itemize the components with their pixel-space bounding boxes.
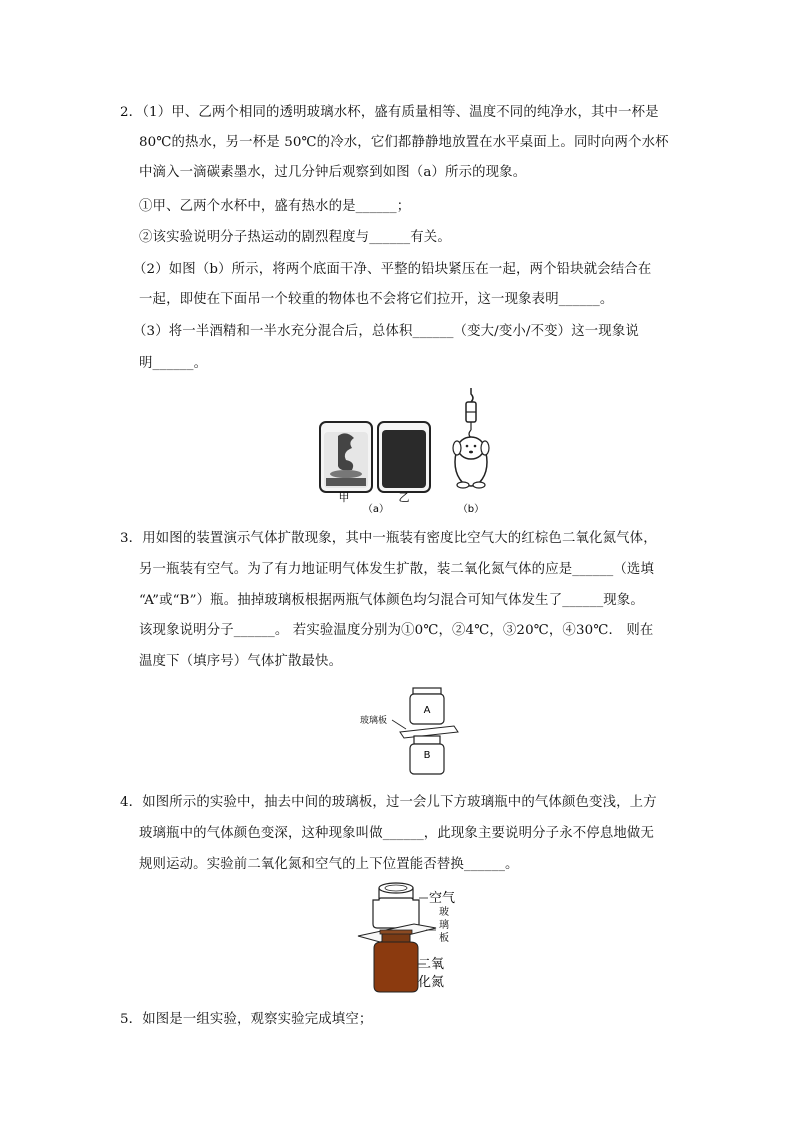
lead-blocks-with-weight (453, 388, 489, 488)
label-no2-line1: 二氧 (418, 957, 445, 972)
q2-line-3: 中滴入一滴碳素墨水，过几分钟后观察到如图（a）所示的现象。 (139, 165, 527, 180)
q2-line-2: 80℃的热水，另一杯是 50℃的冷水，它们都静静地放置在水平桌面上。同时向两个水杯 (139, 135, 669, 150)
beaker-jia (320, 422, 372, 492)
q2-line-5: ②该实验说明分子热运动的剧烈程度与______有关。 (139, 230, 451, 245)
figure-4-no2-air-bottles (352, 880, 462, 994)
label-jia: 甲 (338, 491, 350, 504)
q5-line-1: 5．如图是一组实验，观察实验完成填空； (120, 1012, 373, 1027)
q2-line-6: （2）如图（b）所示，将两个底面干净、平整的铅块紧压在一起，两个铅块就会结合在 (133, 262, 652, 277)
beaker-yi (378, 422, 430, 492)
figure-4-drawing (352, 880, 462, 994)
label-plate-1: 玻 (439, 907, 449, 918)
label-b: （b） (457, 504, 485, 515)
q2-line-9: 明______。 (139, 356, 208, 371)
figure-3-diffusion-bottles (356, 686, 466, 778)
q2-line-1: 2．（1）甲、乙两个相同的透明玻璃水杯，盛有质量相等、温度不同的纯净水，其中一杯是 (120, 105, 659, 120)
q3-line-2: 另一瓶装有空气。为了有力地证明气体发生扩散，装二氧化氮气体的应是______（选填 (139, 562, 654, 577)
label-glass-plate: 玻璃板 (360, 716, 388, 726)
q3-line-3: “A”或“B”）瓶。抽掉玻璃板根据两瓶气体颜色均匀混合可知气体发生了______现象。 (139, 593, 644, 608)
label-a: （a） (362, 504, 390, 515)
label-no2-line2: 化氮 (418, 975, 445, 990)
figure-2-beakers-and-lead-blocks (316, 384, 506, 516)
q2-line-7: 一起，即使在下面吊一个较重的物体也不会将它们拉开，这一现象表明______。 (139, 292, 614, 307)
label-plate-3: 板 (439, 933, 449, 944)
q3-line-1: 3．用如图的装置演示气体扩散现象，其中一瓶装有密度比空气大的红棕色二氧化氮气体， (120, 531, 657, 546)
figure-2-drawing (316, 384, 506, 516)
figure-3-drawing (356, 686, 466, 778)
label-bottle-a: A (423, 705, 431, 716)
label-bottle-b: B (423, 750, 431, 761)
q4-line-2: 玻璃瓶中的气体颜色变深，这种现象叫做______，此现象主要说明分子永不停息地做无 (139, 826, 654, 841)
label-plate-2: 璃 (439, 920, 449, 931)
q2-line-4: ①甲、乙两个水杯中，盛有热水的是______； (139, 199, 411, 214)
q3-line-5: 温度下（填序号）气体扩散最快。 (139, 654, 343, 669)
q4-line-1: 4．如图所示的实验中，抽去中间的玻璃板，过一会儿下方玻璃瓶中的气体颜色变浅，上方 (120, 795, 657, 810)
label-yi: 乙 (398, 491, 410, 504)
label-air: 空气 (429, 891, 456, 906)
q4-line-3: 规则运动。实验前二氧化氮和空气的上下位置能否替换______。 (139, 857, 519, 872)
q3-line-4: 该现象说明分子______。 若实验温度分别为①0℃，②4℃，③20℃，④30℃． 则在 (139, 623, 654, 638)
q2-line-8: （3）将一半酒精和一半水充分混合后，总体积______（变大/变小/不变）这一现象说 (133, 324, 639, 339)
